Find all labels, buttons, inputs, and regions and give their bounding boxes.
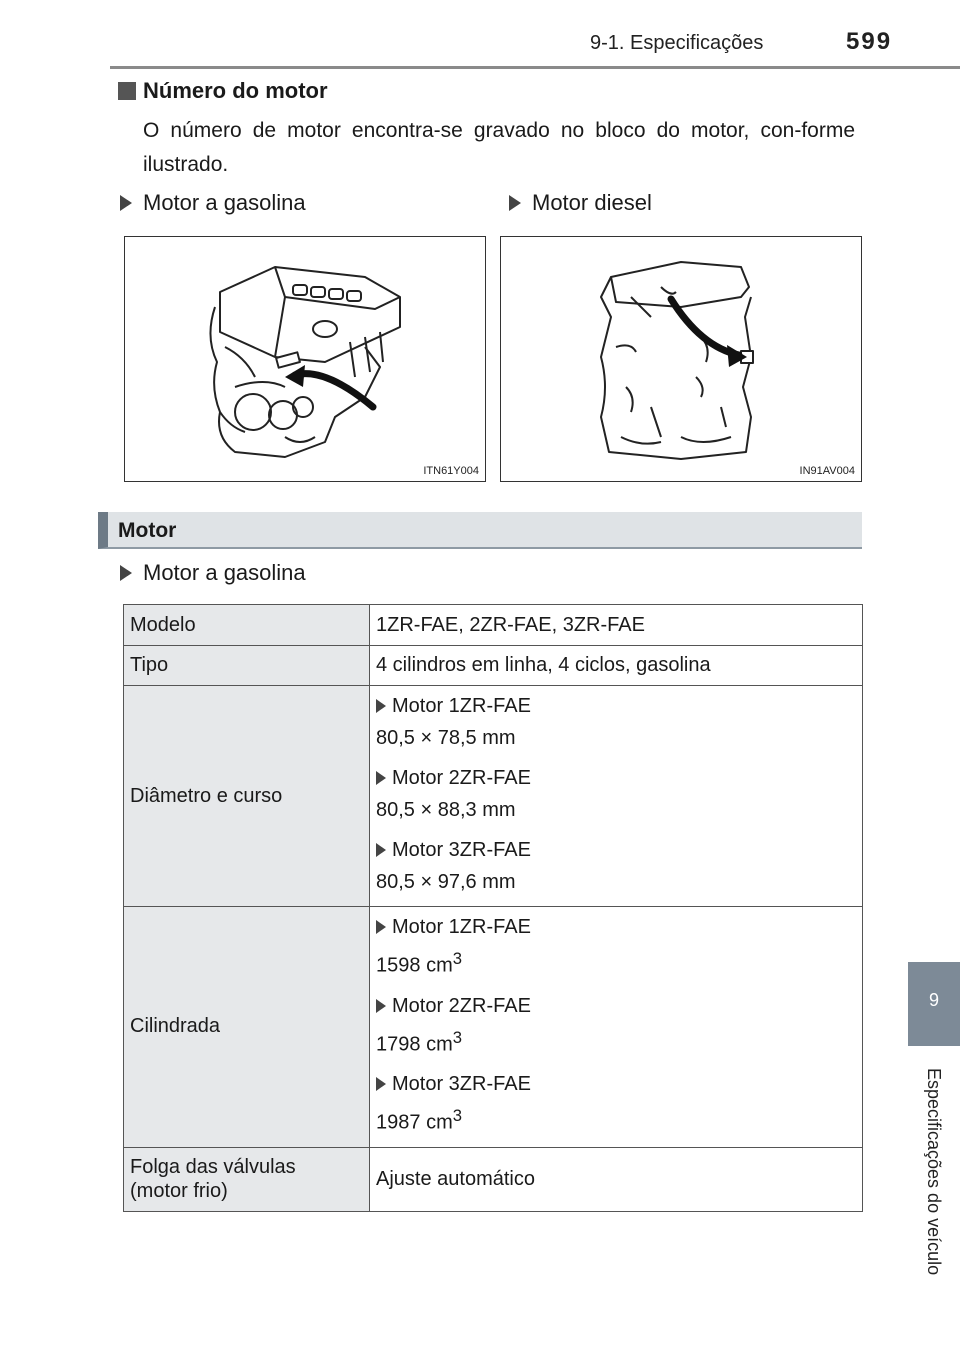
figure-gasoline-engine [124, 236, 486, 482]
row-label [124, 1147, 370, 1211]
option-block [376, 762, 856, 826]
row-label: Tipo [124, 646, 370, 686]
option-engine: Motor 3ZR-FAE [392, 839, 531, 861]
option-engine: Motor 1ZR-FAE [392, 695, 531, 717]
page-number: 599 [846, 28, 893, 55]
option-value: 80,5 × 88,3 mm [376, 799, 516, 821]
unit-exponent: 3 [452, 1027, 462, 1047]
engine-number-heading: Número do motor [143, 78, 328, 103]
unit: cm [426, 1111, 453, 1134]
row-label: Diâmetro e curso [124, 686, 370, 907]
triangle-bullet-icon [376, 771, 386, 785]
option-engine: Motor 2ZR-FAE [392, 767, 531, 789]
option-block [376, 990, 856, 1061]
table-row [124, 1147, 863, 1211]
table-row [124, 646, 863, 686]
row-label: Modelo [124, 605, 370, 646]
table-row [124, 605, 863, 646]
option-value: 1798 [376, 1033, 421, 1056]
option-block [376, 911, 856, 982]
unit: cm [426, 1033, 453, 1056]
row-value [370, 686, 863, 907]
option-engine: Motor 1ZR-FAE [392, 916, 531, 938]
option-block [376, 1068, 856, 1139]
unit: cm [426, 954, 453, 977]
figure-label-diesel: Motor diesel [532, 190, 652, 215]
engine-spec-table [123, 604, 863, 1212]
option-engine: Motor 3ZR-FAE [392, 1073, 531, 1096]
unit-exponent: 3 [452, 1106, 462, 1126]
triangle-bullet-icon [120, 565, 132, 581]
triangle-bullet-icon [509, 195, 521, 211]
row-label-line: Folga das válvulas [130, 1156, 296, 1179]
triangle-bullet-icon [376, 920, 386, 934]
option-engine: Motor 2ZR-FAE [392, 994, 531, 1017]
triangle-bullet-icon [376, 1077, 386, 1091]
header-divider [110, 66, 960, 69]
triangle-bullet-icon [376, 843, 386, 857]
table-row [124, 907, 863, 1148]
figure-code-gasoline: ITN61Y004 [423, 465, 479, 477]
figure-diesel-engine [500, 236, 862, 482]
row-value: 4 cilindros em linha, 4 ciclos, gasolina [370, 646, 863, 686]
triangle-bullet-icon [376, 699, 386, 713]
option-value: 80,5 × 78,5 mm [376, 727, 516, 749]
subsection-label: Motor a gasolina [143, 560, 306, 585]
row-label: Cilindrada [124, 907, 370, 1148]
gasoline-engine-illustration [125, 237, 485, 481]
chapter-tab [908, 962, 960, 1046]
option-block [376, 834, 856, 898]
section-title: Motor [118, 519, 177, 542]
chapter-number: 9 [928, 990, 939, 1010]
row-value: Ajuste automático [370, 1147, 863, 1211]
triangle-bullet-icon [120, 195, 132, 211]
chapter-label-text: Especificações do veículo [924, 1068, 944, 1276]
section-heading-bar [98, 512, 862, 549]
option-value: 80,5 × 97,6 mm [376, 871, 516, 893]
row-value: 1ZR-FAE, 2ZR-FAE, 3ZR-FAE [370, 605, 863, 646]
row-label-line: (motor frio) [130, 1180, 228, 1203]
header-section-title: 9-1. Especificações [590, 32, 764, 54]
triangle-bullet-icon [376, 999, 386, 1013]
heading-square-icon [118, 82, 136, 100]
unit-exponent: 3 [452, 949, 462, 968]
engine-number-paragraph: O número de motor encontra-se gravado no bloco do motor, con-forme ilustrado. [143, 119, 855, 176]
option-block [376, 690, 856, 754]
table-row [124, 686, 863, 907]
figure-code-diesel: IN91AV004 [799, 465, 855, 477]
option-value: 1598 [376, 954, 421, 977]
row-value [370, 907, 863, 1148]
figure-label-gasoline: Motor a gasolina [143, 190, 306, 215]
option-value: 1987 [376, 1111, 421, 1134]
diesel-engine-illustration [501, 237, 861, 481]
